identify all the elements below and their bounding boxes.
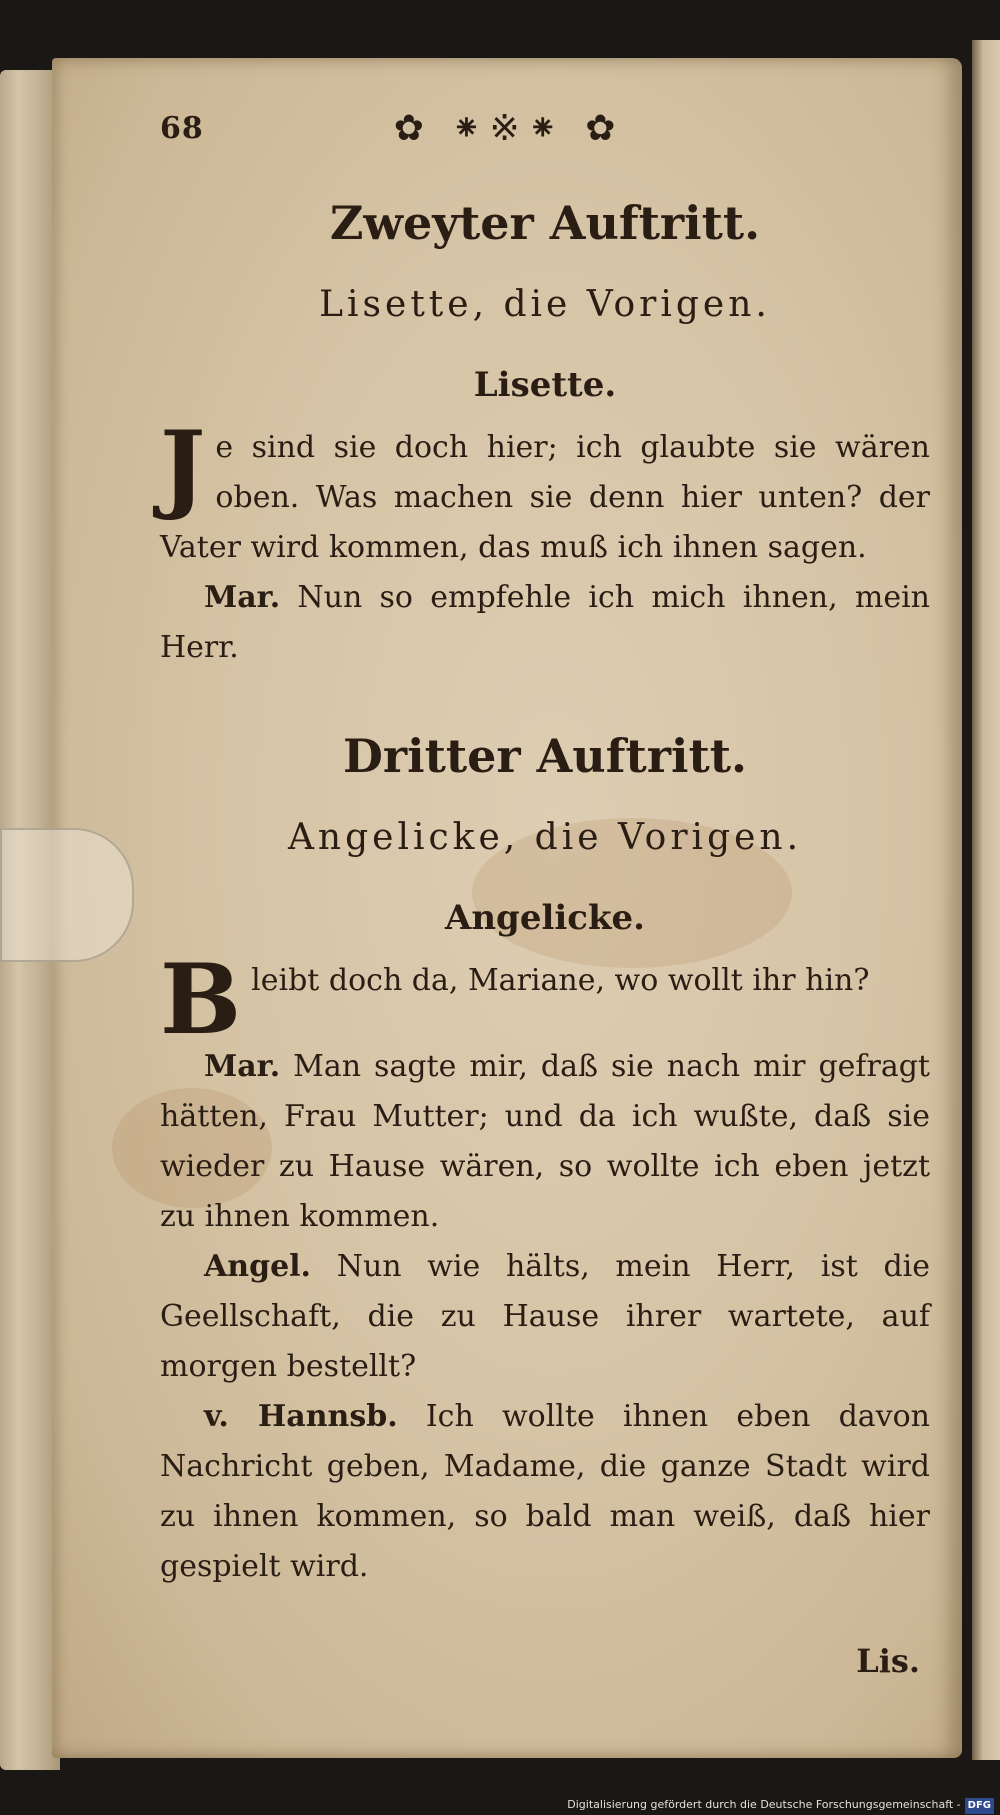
scene-three-speaker-heading: Angelicke.: [444, 898, 646, 938]
catchword: Lis.: [856, 1642, 920, 1680]
page-header: [160, 100, 930, 156]
page-number: 68: [160, 110, 204, 146]
scene-two-opening-speech: [160, 410, 930, 573]
speaker-label: Mar.: [204, 580, 281, 615]
speech-text: Ich wollte ihnen eben davon Nachricht geben, Madame, die ganze Stadt wird zu ihnen kommen, so bald man weiß, daß hier gespielt wird.: [160, 1399, 930, 1584]
scene-three-dropcap: B: [160, 943, 242, 1056]
scene-three-line: [160, 1242, 930, 1392]
scene-three-title: Dritter Auftritt.: [342, 729, 747, 783]
credit-text: Digitalisierung gefördert durch die Deutsche Forschungsgemeinschaft -: [567, 1798, 961, 1811]
scene-three-opening-text: leibt doch da, Mariane, wo wollt ihr hin?: [251, 963, 870, 998]
scene-two-opening-text: e sind sie doch hier; ich glaubte sie wären oben. Was machen sie denn hier unten? der Vater wird kommen, das muß ich ihnen sagen.: [160, 430, 930, 565]
speech-text: Nun wie hälts, mein Herr, ist die Geellschaft, die zu Hause ihrer wartete, auf morgen bestellt?: [160, 1249, 930, 1384]
scene-three-opening-speech: [160, 943, 930, 1056]
scene-three-line: [160, 1042, 930, 1242]
speaker-label: Mar.: [204, 1049, 281, 1084]
scanner-clip: [0, 828, 134, 962]
speech-text: Nun so empfehle ich mich ihnen, mein Herr.: [160, 580, 930, 665]
scene-two-line: [160, 573, 930, 673]
speaker-label: Angel.: [204, 1249, 311, 1284]
scene-three-line: [160, 1392, 930, 1592]
digitization-credit: [567, 1797, 994, 1813]
next-page-edge: [972, 40, 1000, 1760]
scene-two-speaker-heading: Lisette.: [473, 365, 617, 405]
dfg-logo: DFG: [965, 1798, 994, 1814]
scene-three-characters: Angelicke, die Vorigen.: [287, 817, 803, 858]
speech-text: Man sagte mir, daß sie nach mir gefragt hätten, Frau Mutter; und da ich wußte, daß sie wieder zu Hause wären, so wollte ich eben jetzt zu ihnen kommen.: [160, 1049, 930, 1234]
scene-two-title: Zweyter Auftritt.: [329, 196, 761, 250]
scene-two-dropcap: J: [160, 410, 206, 523]
speaker-label: v. Hannsb.: [204, 1399, 398, 1434]
page-text: [160, 100, 930, 1680]
scene-two-characters: Lisette, die Vorigen.: [319, 284, 771, 325]
header-ornament: ✿ ⁕※⁕ ✿: [393, 107, 624, 149]
